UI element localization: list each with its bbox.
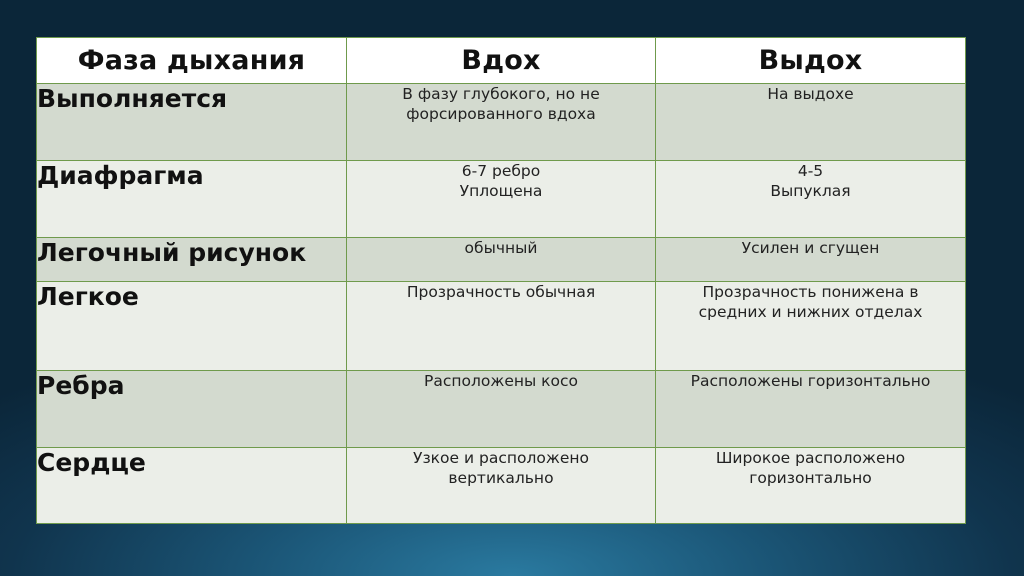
cell-line: Выпуклая [770,182,851,200]
cell-line: Уплощена [459,182,543,200]
cell-line: средних и нижних отделах [698,303,923,321]
breathing-phase-table [36,37,966,524]
row-label: Легкое [37,282,347,371]
exhale-cell [656,371,966,448]
header-exhale: Выдох [656,38,966,84]
cell-line: Расположены косо [423,372,579,390]
cell-line: В фазу глубокого, но не [402,85,600,103]
inhale-cell [347,371,656,448]
inhale-cell [347,84,656,161]
row-label: Диафрагма [37,161,347,238]
row-label: Ребра [37,371,347,448]
header-phase: Фаза дыхания [37,38,347,84]
row-label: Выполняется [37,84,347,161]
inhale-cell [347,448,656,524]
table-header-row [37,38,966,84]
cell-line: На выдохе [767,85,854,103]
table-row [37,161,966,238]
table-row [37,84,966,161]
cell-line: Прозрачность обычная [406,283,596,301]
exhale-cell [656,84,966,161]
inhale-cell [347,282,656,371]
row-label: Сердце [37,448,347,524]
cell-line: обычный [464,239,538,257]
cell-line: Прозрачность понижена в [702,283,919,301]
cell-line: Расположены горизонтально [690,372,931,390]
exhale-cell [656,238,966,282]
table-row [37,371,966,448]
cell-line: Широкое расположено [715,449,906,467]
inhale-cell [347,161,656,238]
table-row [37,238,966,282]
header-inhale: Вдох [347,38,656,84]
cell-line: форсированного вдоха [406,105,596,123]
cell-line: Усилен и сгущен [741,239,880,257]
row-label: Легочный рисунок [37,238,347,282]
cell-line: горизонтально [749,469,872,487]
cell-line: Узкое и расположено [413,449,589,467]
table-row [37,282,966,371]
cell-line: 4-5 [797,162,824,180]
cell-line: 6-7 ребро [461,162,541,180]
inhale-cell [347,238,656,282]
exhale-cell [656,161,966,238]
exhale-cell [656,448,966,524]
cell-line: вертикально [448,469,554,487]
table-row [37,448,966,524]
exhale-cell [656,282,966,371]
